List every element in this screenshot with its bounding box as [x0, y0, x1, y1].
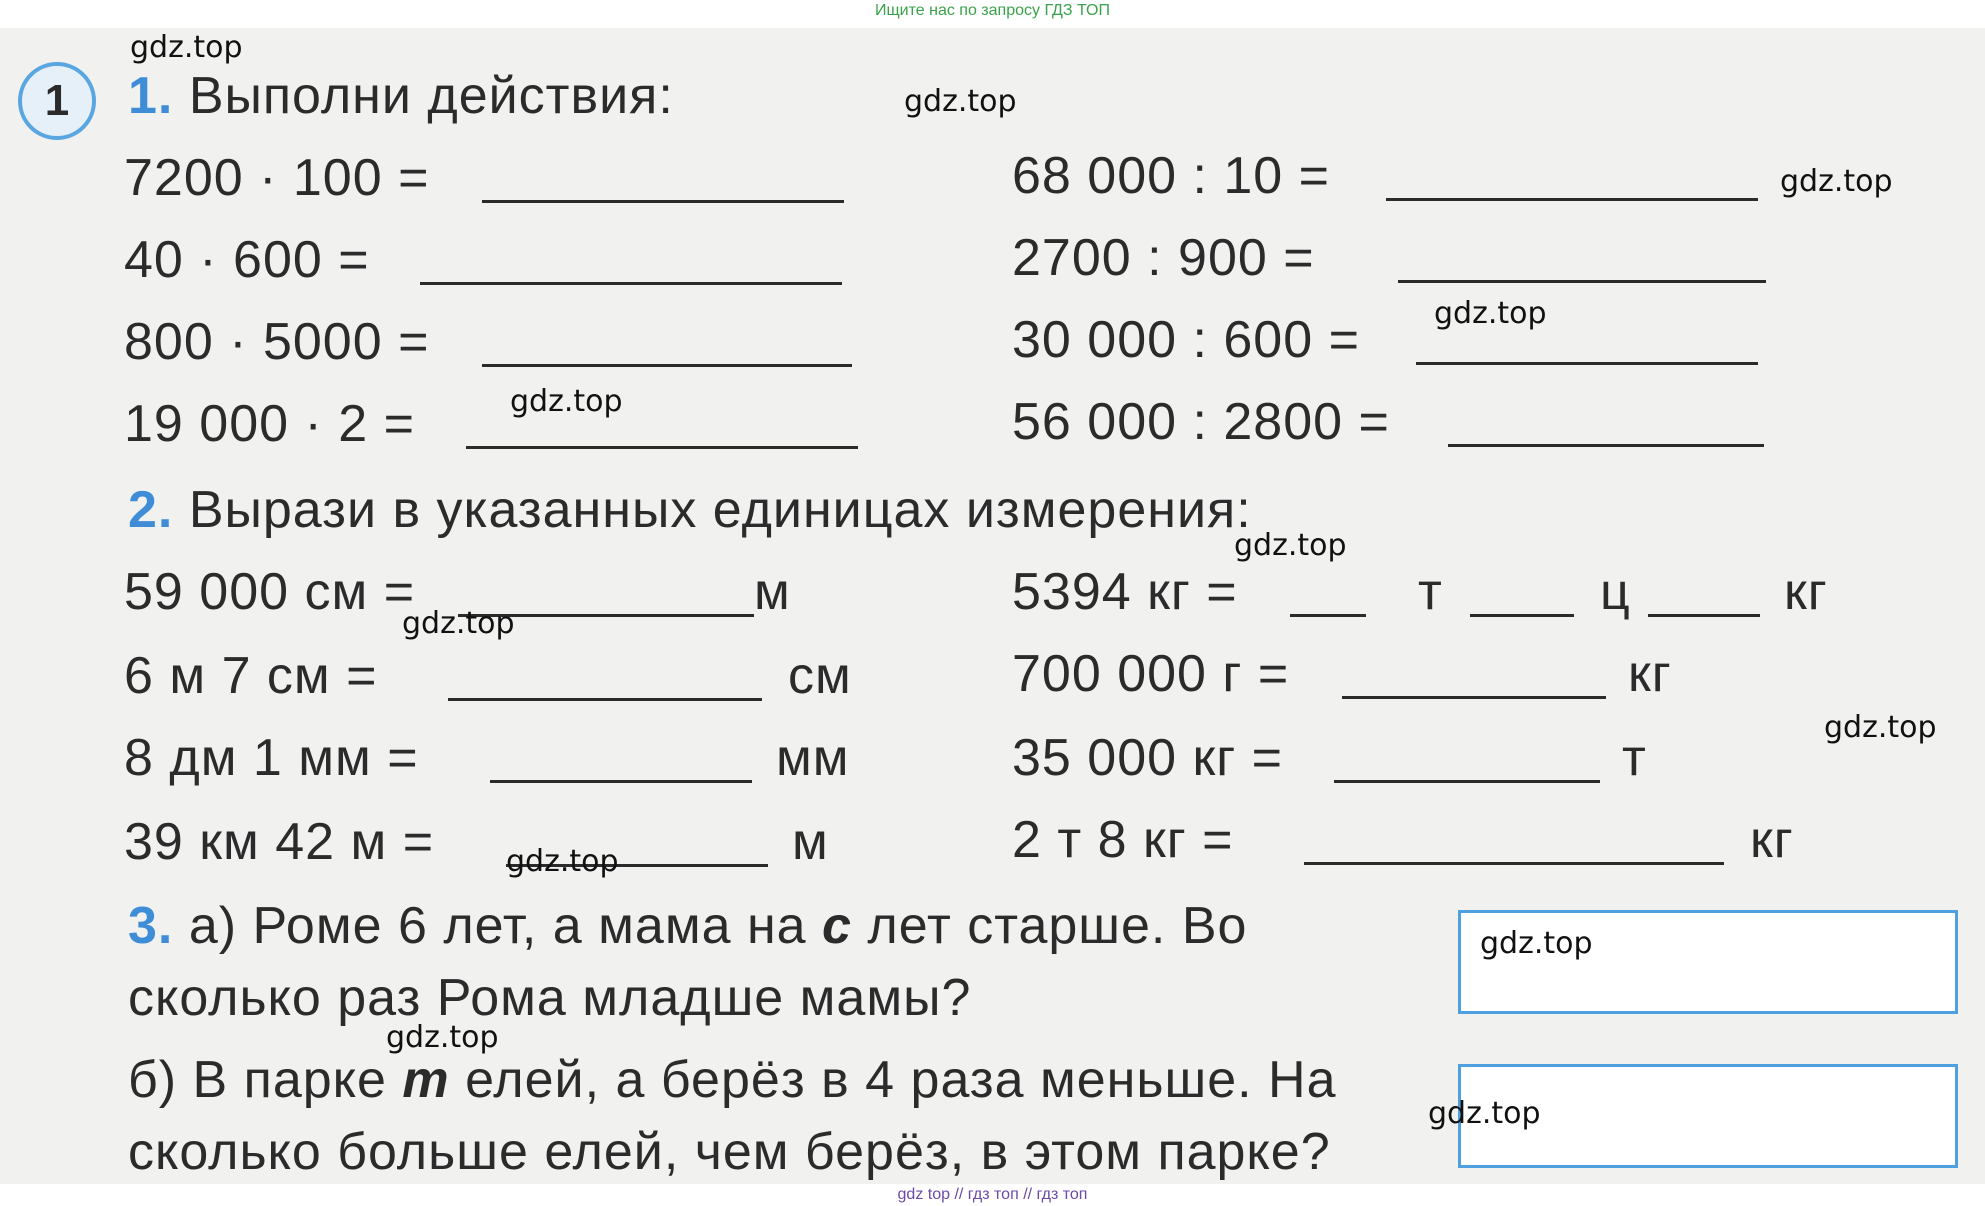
- answer-blank[interactable]: [482, 200, 844, 203]
- task2-right-expr-1: 5394 кг =: [1012, 563, 1238, 621]
- answer-blank[interactable]: [1386, 198, 1758, 201]
- answer-blank[interactable]: [1448, 444, 1764, 447]
- answer-blank[interactable]: [1416, 362, 1758, 365]
- watermark: gdz.top: [1428, 1096, 1541, 1131]
- task1-right-expr-4: 56 000 : 2800 =: [1012, 393, 1390, 451]
- top-banner[interactable]: Ищите нас по запросу ГДЗ ТОП: [875, 2, 1110, 19]
- watermark: gdz.top: [130, 30, 243, 65]
- answer-blank[interactable]: [466, 446, 858, 449]
- task1-left-expr-4: 19 000 · 2 =: [124, 395, 415, 453]
- task3b-line1: [128, 1051, 1337, 1109]
- task3a-variable: с: [822, 897, 852, 955]
- task1-right-expr-3: 30 000 : 600 =: [1012, 311, 1360, 369]
- watermark: gdz.top: [1434, 296, 1547, 331]
- task2-right-expr-3: 35 000 кг =: [1012, 729, 1284, 787]
- answer-blank[interactable]: [1470, 614, 1574, 617]
- unit-label: кг: [1628, 645, 1672, 703]
- task2-left-expr-3: 8 дм 1 мм =: [124, 729, 419, 787]
- answer-blank[interactable]: [448, 698, 762, 701]
- task3b-line2: сколько больше елей, чем берёз, в этом парке?: [128, 1123, 1331, 1181]
- unit-label: ц: [1600, 563, 1631, 621]
- task2-right-expr-2: 700 000 г =: [1012, 645, 1290, 703]
- bottom-banner[interactable]: gdz top // гдз топ // гдз топ: [897, 1186, 1088, 1203]
- unit-label: кг: [1750, 811, 1794, 869]
- answer-blank[interactable]: [490, 780, 752, 783]
- answer-blank[interactable]: [1334, 780, 1600, 783]
- answer-blank[interactable]: [420, 282, 842, 285]
- watermark: gdz.top: [506, 844, 619, 879]
- task1-left-expr-2: 40 · 600 =: [124, 231, 370, 289]
- task2-left-expr-1: 59 000 см =: [124, 563, 416, 621]
- unit-label: см: [788, 647, 852, 705]
- answer-blank[interactable]: [1648, 614, 1760, 617]
- unit-label: м: [754, 563, 791, 621]
- watermark: gdz.top: [1780, 164, 1893, 199]
- task3b-variable: m: [402, 1051, 450, 1109]
- watermark: gdz.top: [1480, 926, 1593, 961]
- task2-right-expr-4: 2 т 8 кг =: [1012, 811, 1234, 869]
- unit-label: т: [1418, 563, 1443, 621]
- answer-blank[interactable]: [1398, 280, 1766, 283]
- task1-number: 1.: [128, 67, 174, 125]
- task1-right-expr-2: 2700 : 900 =: [1012, 229, 1315, 287]
- task1-left-expr-3: 800 · 5000 =: [124, 313, 430, 371]
- task1-title: Выполни действия:: [188, 67, 674, 125]
- answer-blank[interactable]: [1304, 862, 1724, 865]
- answer-blank[interactable]: [1290, 614, 1366, 617]
- task2-left-expr-4: 39 км 42 м =: [124, 813, 435, 871]
- task2-left-expr-2: 6 м 7 см =: [124, 647, 378, 705]
- unit-label: кг: [1784, 563, 1828, 621]
- task1-right-expr-1: 68 000 : 10 =: [1012, 147, 1331, 205]
- task3-number: 3.: [128, 897, 174, 955]
- exercise-badge: 1: [18, 62, 96, 140]
- answer-blank[interactable]: [1342, 696, 1606, 699]
- task3a-line1: [128, 897, 1248, 955]
- task3b-text-pre: б) В парке: [128, 1051, 387, 1109]
- watermark: gdz.top: [1234, 528, 1347, 563]
- watermark: gdz.top: [386, 1020, 499, 1055]
- watermark: gdz.top: [1824, 710, 1937, 745]
- watermark: gdz.top: [510, 384, 623, 419]
- unit-label: м: [792, 813, 829, 871]
- task2-number: 2.: [128, 481, 174, 539]
- task3a-text-pre: а) Роме 6 лет, а мама на: [188, 897, 807, 955]
- task3b-text-post: елей, а берёз в 4 раза меньше. На: [465, 1051, 1337, 1109]
- task2-heading: [128, 481, 1252, 539]
- task2-title: Вырази в указанных единицах измерения:: [188, 481, 1252, 539]
- unit-label: т: [1622, 729, 1647, 787]
- task1-left-expr-1: 7200 · 100 =: [124, 149, 430, 207]
- task1-heading: [128, 67, 674, 125]
- task3a-line2: сколько раз Рома младше мамы?: [128, 969, 972, 1027]
- watermark: gdz.top: [402, 606, 515, 641]
- answer-blank[interactable]: [482, 364, 852, 367]
- unit-label: мм: [776, 729, 850, 787]
- task3a-text-post: лет старше. Во: [867, 897, 1248, 955]
- watermark: gdz.top: [904, 84, 1017, 119]
